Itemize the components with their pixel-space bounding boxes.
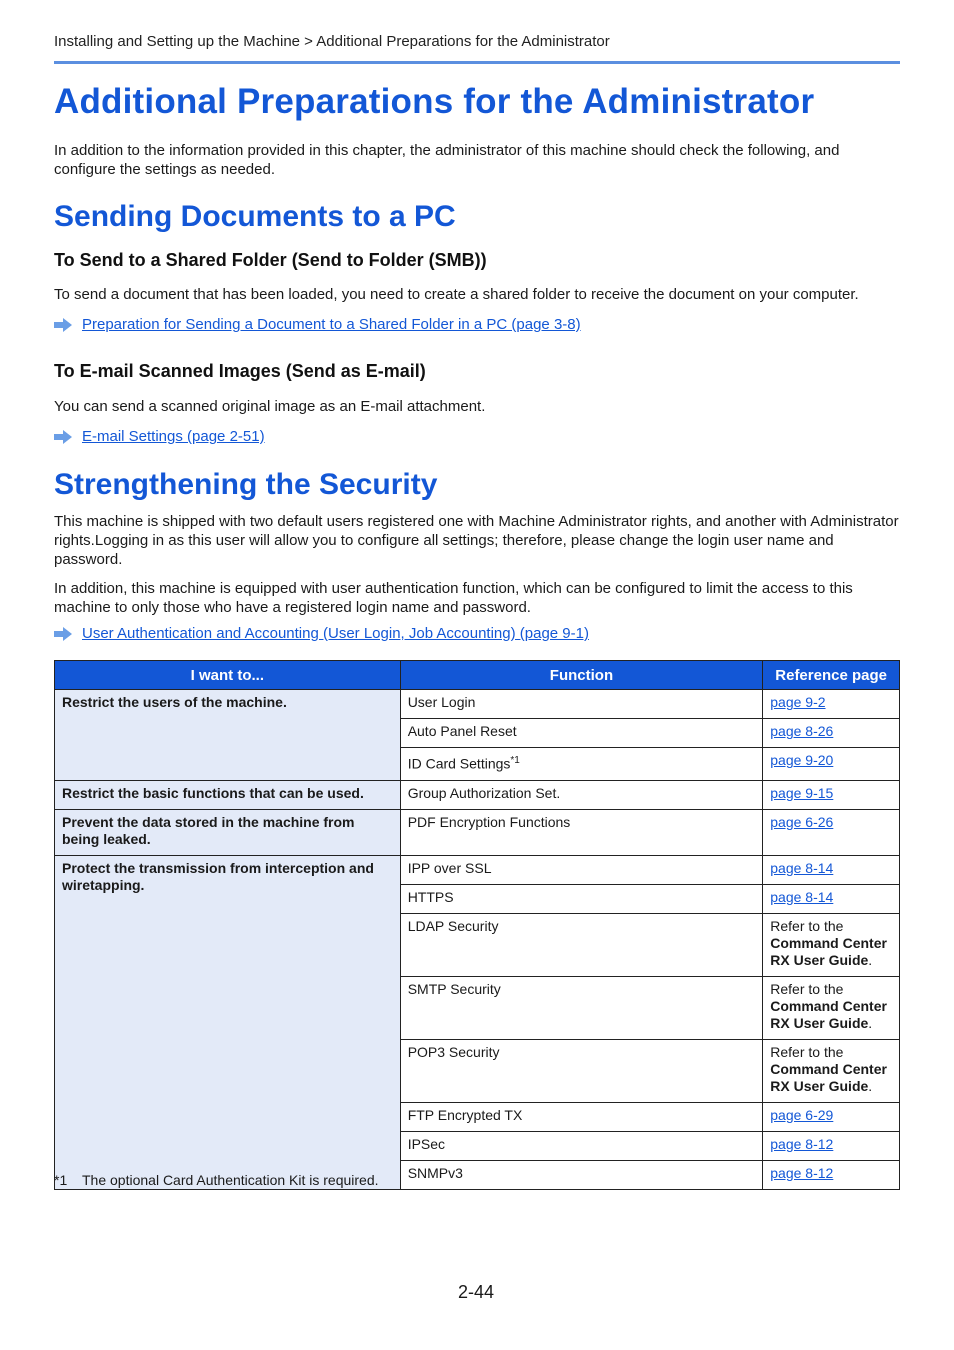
section-heading-security: Strengthening the Security (54, 468, 438, 501)
intro-paragraph: In addition to the information provided in this chapter, the administrator of this machine should check the following, and configure the settings as needed. (54, 142, 840, 178)
reference-cell (763, 690, 900, 719)
function-cell: Auto Panel Reset (400, 719, 763, 748)
email-paragraph: You can send a scanned original image as an E-mail attachment. (54, 398, 486, 415)
page-title: Additional Preparations for the Administrator (54, 82, 815, 121)
arrow-right-icon (54, 430, 72, 444)
security-table (54, 660, 900, 1190)
table-row (55, 809, 900, 855)
function-label: ID Card Settings (407, 755, 511, 772)
xref-user-auth (54, 625, 589, 642)
xref-email (54, 428, 265, 445)
reference-link[interactable]: page 9-15 (770, 784, 834, 801)
reference-cell (763, 1102, 900, 1131)
reference-link[interactable]: page 9-2 (770, 694, 826, 710)
reference-cell (763, 855, 900, 884)
column-header-function: Function (400, 661, 763, 690)
footnote (54, 1172, 379, 1188)
guide-name: Command Center RX User Guide (770, 997, 887, 1031)
link-user-authentication[interactable]: User Authentication and Accounting (User Login, Job Accounting) (page 9-1) (82, 625, 589, 642)
function-cell (400, 748, 763, 781)
table-header-row (55, 661, 900, 690)
subheading-email: To E-mail Scanned Images (Send as E-mail) (54, 361, 426, 381)
reference-link[interactable]: page 6-26 (770, 813, 834, 830)
page-number: 2-44 (458, 1282, 495, 1302)
reference-cell (763, 1160, 900, 1189)
period: . (868, 951, 873, 968)
want-cell: Restrict the basic functions that can be used. (55, 780, 401, 809)
table-row (55, 780, 900, 809)
reference-cell (763, 780, 900, 809)
reference-cell (763, 748, 900, 781)
reference-link[interactable]: page 6-29 (770, 1106, 834, 1123)
reference-link[interactable]: page 8-14 (770, 859, 834, 876)
header-rule (54, 61, 900, 64)
function-cell: IPSec (400, 1131, 763, 1160)
reference-cell (763, 884, 900, 913)
xref-smb (54, 316, 581, 333)
security-paragraph-2: In addition, this machine is equipped with user authentication function, which can be configured to limit the access to this machine to only those who have a registered login name and password. (54, 580, 853, 616)
reference-cell (763, 1131, 900, 1160)
reference-cell (763, 809, 900, 855)
security-paragraph-1: This machine is shipped with two default users registered one with Machine Administrator rights, and another with Administrator rights.Logging in as this user will allow you to configure all settings; therefore, please change the login user name and password. (54, 513, 899, 568)
smb-paragraph: To send a document that has been loaded, you need to create a shared folder to receive the document on your computer. (54, 286, 859, 303)
reference-link[interactable]: page 8-26 (770, 723, 834, 739)
refer-to-text: Refer to the (770, 1043, 844, 1060)
subheading-smb: To Send to a Shared Folder (Send to Folder (SMB)) (54, 250, 487, 270)
function-cell: SNMPv3 (400, 1160, 763, 1189)
function-cell: SMTP Security (400, 976, 763, 1039)
want-cell: Restrict the users of the machine. (55, 690, 401, 781)
link-email-settings[interactable]: E-mail Settings (page 2-51) (82, 428, 265, 445)
function-cell: Group Authorization Set. (400, 780, 763, 809)
breadcrumb: Installing and Setting up the Machine > Additional Preparations for the Administrator (54, 33, 610, 50)
reference-cell (763, 719, 900, 748)
reference-link[interactable]: page 8-12 (770, 1135, 834, 1152)
footnote-mark: *1 (54, 1172, 68, 1188)
column-header-reference: Reference page (763, 661, 900, 690)
footnote-text: The optional Card Authentication Kit is required. (82, 1172, 379, 1188)
column-header-want: I want to... (55, 661, 401, 690)
table-row (55, 690, 900, 719)
period: . (868, 1014, 873, 1031)
function-cell: POP3 Security (400, 1039, 763, 1102)
function-cell: PDF Encryption Functions (400, 809, 763, 855)
link-smb-preparation[interactable]: Preparation for Sending a Document to a Shared Folder in a PC (page 3-8) (82, 316, 581, 333)
footnote-marker: *1 (510, 755, 520, 766)
reference-link[interactable]: page 8-14 (770, 888, 834, 905)
reference-link[interactable]: page 9-20 (770, 752, 834, 768)
reference-cell (763, 1039, 900, 1102)
arrow-right-icon (54, 627, 72, 641)
table-row (55, 855, 900, 884)
reference-cell (763, 976, 900, 1039)
guide-name: Command Center RX User Guide (770, 934, 887, 968)
function-cell: HTTPS (400, 884, 763, 913)
want-cell: Prevent the data stored in the machine from being leaked. (55, 809, 401, 855)
period: . (868, 1077, 873, 1094)
function-cell: LDAP Security (400, 913, 763, 976)
function-cell: IPP over SSL (400, 855, 763, 884)
function-cell: FTP Encrypted TX (400, 1102, 763, 1131)
guide-name: Command Center RX User Guide (770, 1060, 887, 1094)
reference-link[interactable]: page 8-12 (770, 1164, 834, 1181)
want-cell: Protect the transmission from interception and wiretapping. (55, 855, 401, 1189)
reference-cell (763, 913, 900, 976)
section-heading-sending: Sending Documents to a PC (54, 200, 456, 233)
refer-to-text: Refer to the (770, 917, 844, 934)
refer-to-text: Refer to the (770, 980, 844, 997)
arrow-right-icon (54, 318, 72, 332)
function-cell: User Login (400, 690, 763, 719)
